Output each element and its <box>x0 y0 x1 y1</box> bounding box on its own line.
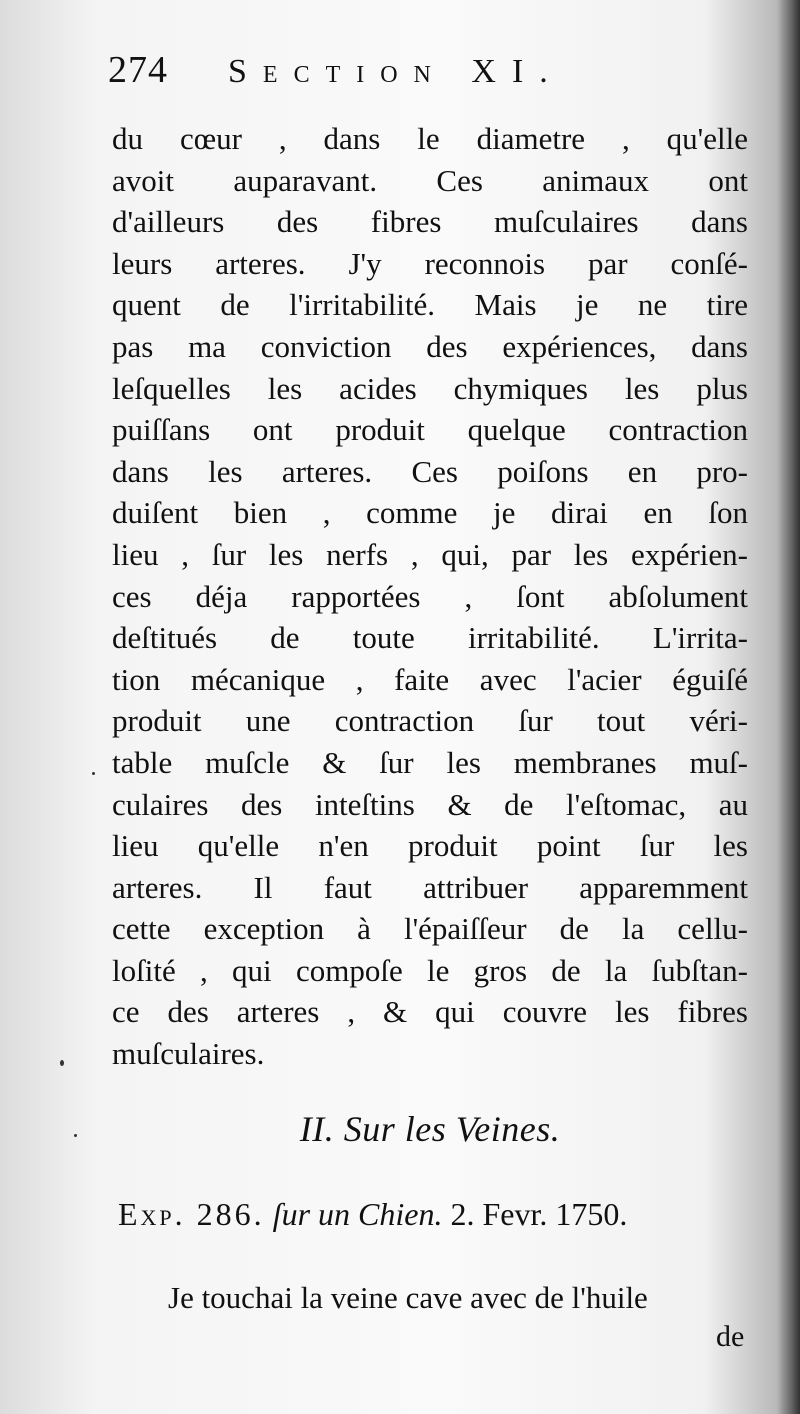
experiment-date: 2. Fevr. 1750. <box>450 1196 628 1232</box>
catchword: de <box>716 1320 745 1353</box>
text-line: duiſent bien , comme je dirai en ſon <box>112 495 748 531</box>
text-line: dans les arteres. Ces poiſons en pro- <box>112 453 748 489</box>
running-head <box>108 48 668 108</box>
text-line: tion mécanique , faite avec l'acier éguiſé <box>112 661 748 697</box>
text-line: lieu , ſur les nerfs , qui, par les expérien- <box>112 536 748 572</box>
text-line: arteres. Il faut attribuer apparemment <box>112 869 748 905</box>
page-number: 274 <box>108 49 168 91</box>
text-line: loſité , qui compoſe le gros de la ſubſtan- <box>112 952 748 988</box>
section-title: Section XI. <box>228 53 564 90</box>
text-line: cette exception à l'épaiſſeur de la cellu- <box>112 911 748 947</box>
ink-speck <box>74 1134 77 1137</box>
text-line: deſtitués de toute irritabilité. L'irrita- <box>112 620 748 656</box>
text-line: pas ma conviction des expériences, dans <box>112 328 748 364</box>
text-line: du cœur , dans le diametre , qu'elle <box>112 121 748 156</box>
experiment-label: Exp. 286. <box>118 1196 265 1232</box>
text-line: ces déja rapportées , ſont abſolument <box>112 578 748 614</box>
ink-speck <box>92 772 95 775</box>
text-line: puiſſans ont produit quelque contraction <box>112 412 748 448</box>
text-line: ce des arteres , & qui couvre les fibres <box>112 994 748 1030</box>
page-edge-shadow <box>778 0 800 1414</box>
text-line: culaires des inteſtins & de l'eſtomac, au <box>112 786 748 822</box>
experiment-heading <box>118 1196 754 1233</box>
text-line: table muſcle & ſur les membranes muſ- <box>112 744 748 780</box>
ink-speck <box>60 1060 64 1066</box>
text-line: quent de l'irritabilité. Mais je ne tire <box>112 287 748 323</box>
text-line: leurs arteres. J'y reconnois par conſé- <box>112 245 748 281</box>
text-line: d'ailleurs des fibres muſculaires dans <box>112 204 748 240</box>
text-line: avoit auparavant. Ces animaux ont <box>112 162 748 198</box>
text-line: produit une contraction ſur tout véri- <box>112 703 748 739</box>
text-line-last: muſculaires. <box>112 1036 265 1072</box>
experiment-subject: ſur un Chien. <box>272 1196 443 1232</box>
subheading: II. Sur les Veines. <box>299 1109 561 1149</box>
paragraph <box>112 118 748 1075</box>
text-line: lieu qu'elle n'en produit point ſur les <box>112 828 748 864</box>
text-line: leſquelles les acides chymiques les plus <box>112 370 748 406</box>
body-text-line: Je touchai la veine cave avec de l'huile <box>168 1280 648 1315</box>
